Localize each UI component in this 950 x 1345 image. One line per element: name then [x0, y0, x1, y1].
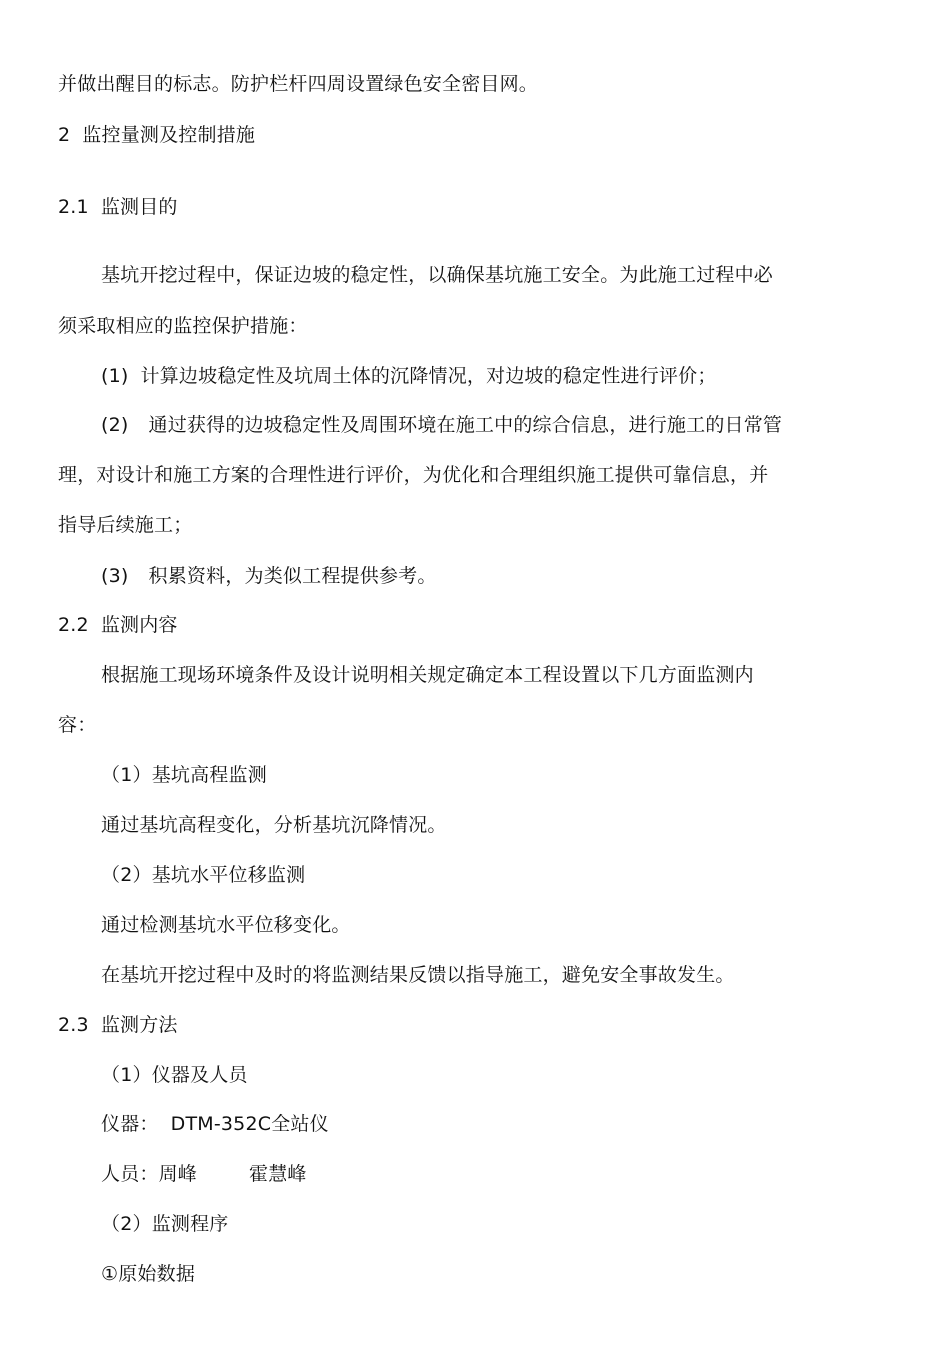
list-text: 计算边坡稳定性及坑周土体的沉降情况，对边坡的稳定性进行评价； — [140, 365, 717, 387]
subheading: （2）监测程序 — [101, 1213, 229, 1235]
section-heading-2-1 — [58, 194, 178, 220]
paragraph-line: 通过基坑高程变化，分析基坑沉降情况。 — [101, 814, 447, 836]
paragraph-line: 在基坑开挖过程中及时的将监测结果反馈以指导施工，避免安全事故发生。 — [101, 964, 735, 986]
heading-text: 监测内容 — [100, 614, 178, 636]
instrument-value: DTM-352C全站仪 — [170, 1113, 329, 1135]
paragraph-line: 须采取相应的监控保护措施： — [58, 315, 308, 337]
list-text: 积累资料，为类似工程提供参考。 — [148, 565, 437, 587]
paragraph-line: 并做出醒目的标志。防护栏杆四周设置绿色安全密目网。 — [58, 73, 539, 95]
heading-text: 监测目的 — [100, 196, 178, 218]
subheading: （1）仪器及人员 — [101, 1064, 248, 1086]
instrument-line — [101, 1111, 329, 1137]
instrument-label: 仪器： — [101, 1113, 159, 1135]
paragraph-line: 指导后续施工； — [58, 514, 193, 536]
section-heading-2-3 — [58, 1012, 178, 1038]
list-item-3 — [101, 563, 437, 589]
list-number: (3) — [101, 565, 129, 587]
heading-text: 监测方法 — [100, 1014, 178, 1036]
staff-name: 霍慧峰 — [249, 1163, 307, 1185]
list-number: (1) — [101, 365, 129, 387]
staff-label: 人员： — [101, 1163, 159, 1185]
heading-text: 监控量测及控制措施 — [82, 124, 256, 146]
paragraph-line: 根据施工现场环境条件及设计说明相关规定确定本工程设置以下几方面监测内 — [101, 664, 754, 686]
paragraph-line: 基坑开挖过程中，保证边坡的稳定性，以确保基坑施工安全。为此施工过程中必 — [101, 264, 774, 286]
subheading: （1）基坑高程监测 — [101, 764, 267, 786]
paragraph-line: 容： — [58, 714, 97, 736]
list-number: (2) — [101, 414, 129, 436]
subheading: （2）基坑水平位移监测 — [101, 864, 306, 886]
paragraph-line: ①原始数据 — [101, 1263, 196, 1285]
list-text: 通过获得的边坡稳定性及周围环境在施工中的综合信息，进行施工的日常管 — [148, 414, 783, 436]
paragraph-line: 通过检测基坑水平位移变化。 — [101, 914, 351, 936]
section-heading-2-2 — [58, 612, 178, 638]
staff-name: 周峰 — [158, 1163, 198, 1185]
heading-number: 2 — [58, 124, 71, 146]
heading-number: 2.1 — [58, 196, 89, 218]
list-item-1 — [101, 363, 717, 389]
heading-number: 2.2 — [58, 614, 89, 636]
list-item-2 — [101, 412, 782, 438]
paragraph-line: 理，对设计和施工方案的合理性进行评价，为优化和合理组织施工提供可靠信息，并 — [58, 464, 769, 486]
heading-number: 2.3 — [58, 1014, 89, 1036]
section-heading-2 — [58, 122, 255, 148]
staff-line — [101, 1161, 307, 1187]
